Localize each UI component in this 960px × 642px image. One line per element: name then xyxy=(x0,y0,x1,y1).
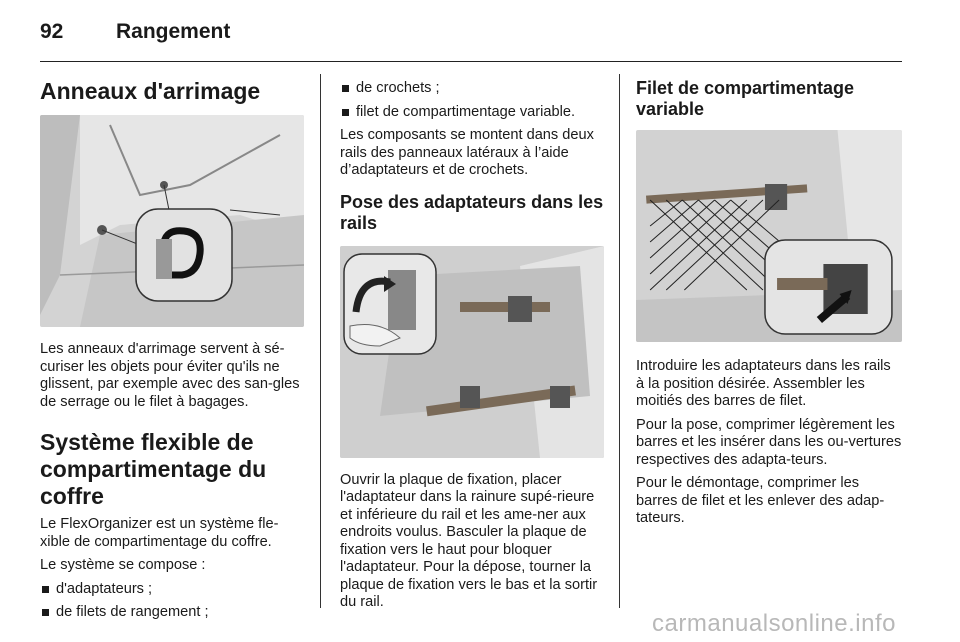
column-1 xyxy=(40,74,304,628)
paragraph-install-steps: Ouvrir la plaque de fixation, placer l'adaptateur dans la rainure supé-rieure et inférieure du rail et les ame-ner aux endroits voulus. Basculer la plaque de fixation vers le haut pour bloquer l'adaptateur. Pour la dépose, tourner la plaque de fixation vers le bas et la sortir du rail. xyxy=(340,471,598,610)
heading-variable-net: Filet de compartimentage variable xyxy=(636,78,855,119)
paragraph-flexorganizer: Le FlexOrganizer est un système fle-xible de compartimentage du coffre. xyxy=(40,516,279,550)
paragraph-system-consists: Le système se compose : xyxy=(40,557,206,573)
paragraph-install-net: Pour la pose, comprimer légèrement les barres et les insérer dans les ou-vertures respectives des adapta-teurs. xyxy=(636,416,902,468)
figure-variable-net xyxy=(636,130,902,342)
list-item: de filets de rangement ; xyxy=(40,604,304,622)
header-rule xyxy=(40,61,902,62)
paragraph-remove-net: Pour le démontage, comprimer les barres de filet et les enlever des adap-tateurs. xyxy=(636,475,885,526)
heading-tie-down-rings: Anneaux d'arrimage xyxy=(40,78,261,104)
column-3 xyxy=(636,74,902,528)
list-item: d'adaptateurs ; xyxy=(40,581,304,599)
components-list-2 xyxy=(340,80,604,121)
paragraph-insert-adapters: Introduire les adaptateurs dans les rails à la position désirée. Assembler les moitiés des barres de filet. xyxy=(636,358,891,409)
heading-flexible-system: Système flexible de compartimentage du coffre xyxy=(40,429,267,509)
bullet-icon xyxy=(342,109,349,116)
heading-install-adapters: Pose des adaptateurs dans les rails xyxy=(340,191,604,233)
watermark-text: carmanualsonline.info xyxy=(652,610,896,637)
paragraph-rings-purpose: Les anneaux d'arrimage servent à sé-curiser les objets pour éviter qu'ils ne glissent, par exemple avec des san-gles de serrage ou le filet à bagages. xyxy=(40,341,300,410)
column-divider-2 xyxy=(619,74,620,608)
section-title: Rangement xyxy=(116,20,231,43)
column-2 xyxy=(340,74,604,612)
list-item: de crochets ; xyxy=(340,80,604,98)
bullet-icon xyxy=(42,586,49,593)
components-list-1 xyxy=(40,581,304,622)
bullet-icon xyxy=(342,85,349,92)
page-number: 92 xyxy=(40,20,64,43)
figure-install-adapters xyxy=(340,246,604,458)
bullet-icon xyxy=(42,609,49,616)
column-divider-1 xyxy=(320,74,321,608)
list-item: filet de compartimentage variable. xyxy=(340,104,604,122)
paragraph-components-mount: Les composants se montent dans deux rails des panneaux latéraux à l’aide d’adaptateurs et de crochets. xyxy=(340,127,594,178)
figure-tie-down-rings xyxy=(40,115,304,327)
